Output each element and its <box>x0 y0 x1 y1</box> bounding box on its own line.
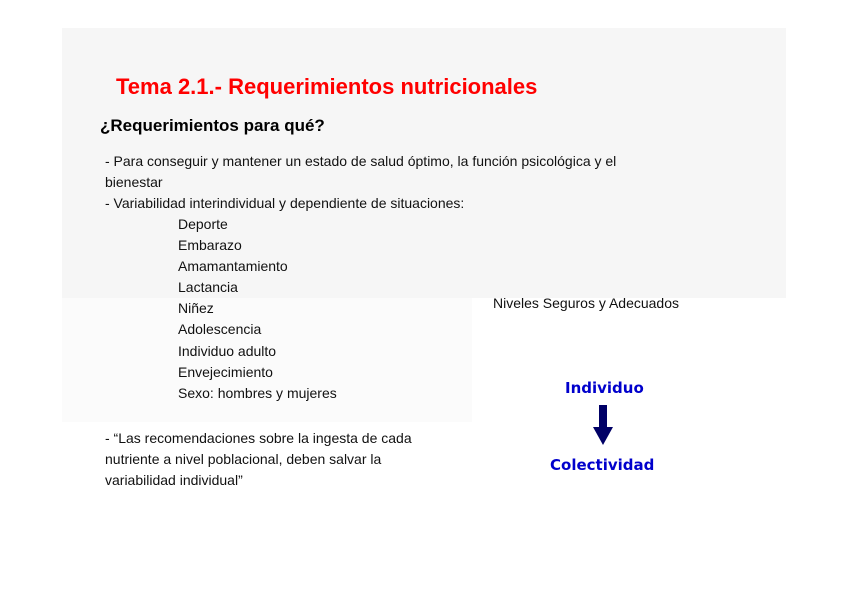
arrow-down-icon <box>593 405 613 445</box>
list-item: Sexo: hombres y mujeres <box>178 384 337 401</box>
situations-list <box>178 214 337 404</box>
list-item: Adolescencia <box>178 321 262 338</box>
list-item: Niñez <box>178 300 214 317</box>
list-item: Individuo adulto <box>178 342 277 359</box>
list-item: Embarazo <box>178 237 242 254</box>
paragraph-line: bienestar <box>105 174 163 190</box>
list-item: Envejecimiento <box>178 363 273 380</box>
paragraph-variabilidad: - Variabilidad interindividual y dependiente de situaciones: <box>105 195 465 211</box>
list-item: Lactancia <box>178 279 238 296</box>
list-item: Amamantamiento <box>178 258 288 275</box>
slide-subtitle: ¿Requerimientos para qué? <box>100 116 325 135</box>
paragraph-line: - “Las recomendaciones sobre la ingesta de cada <box>105 430 412 446</box>
paragraph-line: - Para conseguir y mantener un estado de salud óptimo, la función psicológica y el <box>105 153 617 169</box>
flow-from-label: Individuo <box>565 379 644 397</box>
paragraph-recomendaciones <box>105 428 412 491</box>
paragraph-line: variabilidad individual” <box>105 472 243 488</box>
paragraph-salud <box>105 151 616 193</box>
list-item: Deporte <box>178 216 228 232</box>
slide-title: Tema 2.1.- Requerimientos nutricionales <box>116 74 538 99</box>
paragraph-line: nutriente a nivel poblacional, deben salvar la <box>105 451 382 467</box>
niveles-label: Niveles Seguros y Adecuados <box>493 295 679 311</box>
flow-to-label: Colectividad <box>550 456 655 474</box>
